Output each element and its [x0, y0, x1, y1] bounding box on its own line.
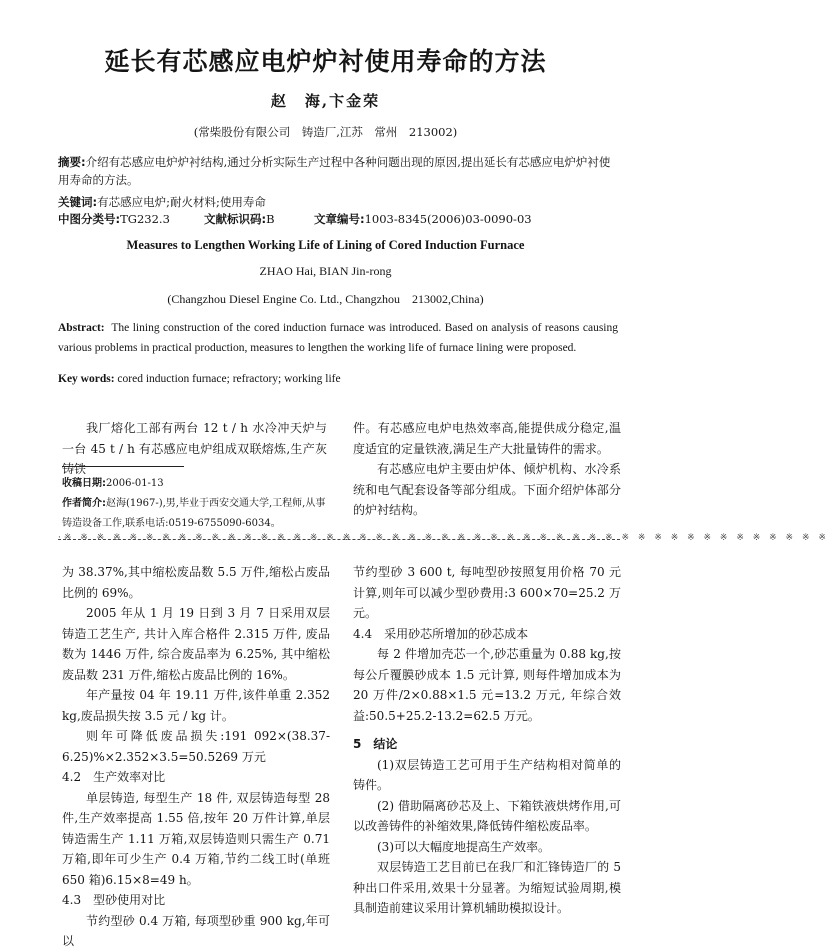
class-number-value: TG232.3	[120, 212, 170, 226]
section-heading-4-3: 4.3 型砂使用对比	[62, 893, 166, 907]
paragraph: 单层铸造, 每型生产 18 件, 双层铸造每型 28 件,生产效率提高 1.55 倍,按年 20 万件计算,单层铸造需生产 1.11 万箱,双层铸造则只需生产 0.71 万箱,即年可少生产 0.4 万箱,节约二线工时(单班 650 箱)6.15×8=49 h。	[62, 790, 330, 887]
abstract-en	[58, 318, 618, 358]
paragraph: (2) 借助隔离砂芯及上、下箱铁液烘烤作用,可以改善铸件的补缩效果,降低铸件缩松废品率。	[353, 798, 621, 833]
paragraph: 节约型砂 3 600 t, 每吨型砂按照复用价格 70 元计算,则年可以减少型砂费用:3 600×70=25.2 万元。	[353, 565, 621, 620]
right-column	[353, 562, 621, 919]
article-number	[314, 211, 532, 227]
keywords-cn-label: 关键词:	[58, 195, 98, 209]
author-bio-text: 赵海(1967-),男,毕业于西安交通大学,工程师,从事铸造设备工作,联系电话:0519-6755090-6034。	[62, 498, 326, 529]
abstract-cn	[58, 153, 618, 189]
paragraph: 2005 年从 1 月 19 日到 3 月 7 日采用双层铸造工艺生产, 共计入库合格件 2.315 万件, 废品数为 1446 万件, 综合废品率为 6.25%, 其中缩松废品数 231 万件,缩松占废品比例的 16%。	[62, 606, 330, 682]
intro-right-column	[353, 418, 621, 521]
document-code-label: 文献标识码:	[204, 212, 267, 226]
paragraph: 双层铸造工艺目前已在我厂和汇锋铸造厂的 5 种出口件采用,效果十分显著。为缩短试验周期,模具制造前建议采用计算机辅助模拟设计。	[353, 860, 621, 915]
footnote-rule	[62, 466, 184, 467]
received-label: 收稿日期:	[62, 478, 106, 489]
abstract-cn-text: 介绍有芯感应电炉炉衬结构,通过分析实际生产过程中各种问题出现的原因,提出延长有芯感应电炉炉衬使用寿命的方法。	[58, 155, 611, 187]
keywords-en-label: Key words:	[58, 373, 115, 385]
section-heading-4-4: 4.4 采用砂芯所增加的砂芯成本	[353, 626, 529, 641]
keywords-cn-text: 有芯感应电炉;耐火材料;使用寿命	[97, 195, 266, 209]
section-heading-5: 5 结论	[353, 737, 398, 751]
intro-left-column	[62, 418, 327, 480]
keywords-en	[58, 373, 618, 385]
class-number-label: 中图分类号:	[58, 212, 121, 226]
intro-right-paragraph: 件。有芯感应电炉电热效率高,能提供成分稳定,温度适宜的定量铁液,满足生产大批量铸件的需求。	[353, 421, 621, 456]
paragraph: 年产量按 04 年 19.11 万件,该件单重 2.352 kg,废品损失按 3.5 元 / kg 计。	[62, 688, 330, 723]
paragraph: (3)可以大幅度地提高生产效率。	[377, 839, 550, 854]
author-bio	[62, 494, 327, 534]
class-number	[58, 211, 170, 227]
keywords-en-text: cored induction furnace; refractory; working life	[117, 373, 341, 385]
paragraph: 为 38.37%,其中缩松废品数 5.5 万件,缩松占废品比例的 69%。	[62, 565, 330, 600]
affiliation: (常柴股份有限公司 铸造厂,江苏 常州 213002)	[193, 125, 458, 139]
intro-right-paragraph: 有芯感应电炉主要由炉体、倾炉机构、水冷系统和电气配套设备等部分组成。下面介绍炉体部分的炉衬结构。	[353, 462, 621, 517]
received-value: 2006-01-13	[106, 478, 164, 489]
authors: 赵 海,卞金荣	[270, 92, 381, 110]
author-bio-label: 作者简介:	[62, 498, 106, 509]
article-number-value: 1003-8345(2006)03-0090-03	[364, 212, 532, 226]
paragraph: 节约型砂 0.4 万箱, 每项型砂重 900 kg,年可以	[62, 913, 330, 948]
english-affiliation: (Changzhou Diesel Engine Co. Ltd., Changzhou 213002,China)	[167, 292, 484, 306]
abstract-en-text: The lining construction of the cored induction furnace was introduced. Based on analysis of reasons causing various problems in practical production, measures to lengthen the working life of furnace lining were proposed.	[58, 322, 618, 354]
section-heading-4-2: 4.2 生产效率对比	[62, 770, 166, 784]
left-column	[62, 562, 330, 952]
received-date	[62, 474, 327, 494]
paragraph: 每 2 件增加壳芯一个,砂芯重量为 0.88 kg,按每公斤覆膜砂成本 1.5 元计算, 则每件增加成本为20 万件/2×0.88×1.5 元=13.2 万元, 年综合效益:50.5+25.2-13.2=62.5 万元。	[353, 647, 621, 723]
keywords-cn	[58, 193, 618, 211]
page-title: 延长有芯感应电炉炉衬使用寿命的方法	[104, 47, 547, 76]
separator-marks: ·※ ※ ※ ※ ※ ※ ※ ※ ※ ※ ※ ※ ※ ※ ※ ※ ※ ※ ※ ※ ※ ※ ※ ※ ※ ※ ※ ※ ※ ※ ※ ※ ※ ※ ※ ※ ※ ※ ※ ※ ※ ※ ※ ※ ※ ※ ※	[58, 533, 829, 543]
intro-left-paragraph: 我厂熔化工部有两台 12 t / h 水冷冲天炉与一台 45 t / h 有芯感应电炉组成双联熔炼,生产灰铸铁	[62, 421, 327, 476]
document-code	[204, 211, 275, 227]
footnote	[62, 474, 327, 534]
paragraph: (1)双层铸造工艺可用于生产结构相对简单的铸件。	[353, 757, 621, 792]
english-authors: ZHAO Hai, BIAN Jin-rong	[259, 264, 392, 278]
abstract-en-label: Abstract:	[58, 322, 105, 334]
english-title: Measures to Lengthen Working Life of Lining of Cored Induction Furnace	[126, 238, 525, 252]
paragraph: 则年可降低废品损失:191 092×(38.37-6.25)%×2.352×3.5=50.5269 万元	[62, 729, 330, 764]
section-separator	[58, 533, 829, 549]
document-code-value: B	[266, 212, 275, 226]
article-number-label: 文章编号:	[314, 212, 365, 226]
abstract-cn-label: 摘要:	[58, 155, 86, 169]
